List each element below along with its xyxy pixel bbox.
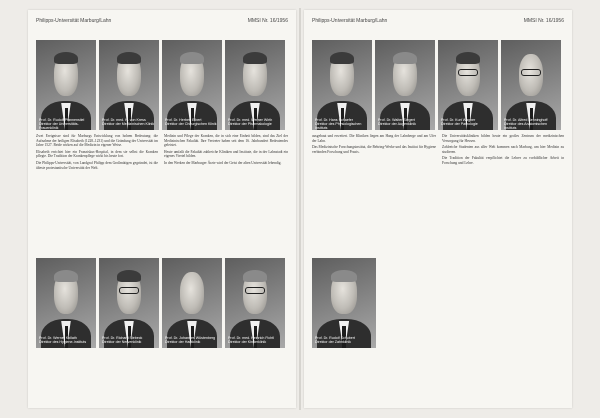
portrait-role: Direktor der Pharmakologie bbox=[228, 122, 272, 127]
right-text-column-2 bbox=[442, 134, 564, 382]
paragraph: Zwei Ereignisse sind für Marburgs Entwicklung von hohem Bedeutung: die Aufnahme der heiligen Elisabeth (1228–1231) und die Gründung der Universität im Jahre 1527. Beide wirken auf die Medizin in eigener Weise. bbox=[36, 134, 158, 148]
portrait-left-bottom-3 bbox=[162, 258, 222, 348]
portrait-name: Prof. Dr. med. Werner Wirth bbox=[228, 118, 273, 122]
portrait-right-top-3 bbox=[438, 40, 498, 130]
portrait-caption bbox=[99, 335, 159, 348]
portrait-role: Direktor der Universitäts-Frauenklinik bbox=[39, 122, 79, 130]
portrait-right-top-4 bbox=[501, 40, 561, 130]
portrait-name: Prof. Dr. Johannes Wüstenberg bbox=[165, 336, 216, 340]
portrait-role: Direktor der Hautklinik bbox=[165, 340, 201, 345]
portrait-caption bbox=[375, 117, 435, 130]
portrait-name: Prof. Dr. Werner Kollath bbox=[39, 336, 77, 340]
portrait-name: Prof. Dr. Walter Siegert bbox=[378, 118, 415, 122]
left-header bbox=[36, 18, 288, 26]
portrait-caption bbox=[36, 335, 96, 348]
portrait-name: Prof. Dr. Rudolf Pfannenstiel bbox=[39, 118, 85, 122]
right-header-title: Philipps-Universität Marburg/Lahn bbox=[312, 18, 388, 24]
portrait-caption bbox=[312, 117, 372, 130]
portrait-role: Direktor des Anatomischen Instituts bbox=[504, 122, 547, 130]
portrait-role: Direktor der Augenklinik bbox=[378, 122, 416, 127]
portrait-name: Prof. Dr. Rudolf Schubert bbox=[315, 336, 355, 340]
portrait-left-bottom-4 bbox=[225, 258, 285, 348]
portrait-caption bbox=[312, 335, 376, 348]
paragraph: Heute umfaßt die Fakultät zahlreiche Kliniken und Institute, die in der Lahnstadt ein eigenes Viertel bilden. bbox=[164, 149, 288, 159]
portrait-caption bbox=[225, 335, 285, 348]
paragraph: ausgebaut und erweitert. Die Kliniken liegen am Hang der Lahnberge und am Ufer der Lahn. bbox=[312, 134, 436, 143]
portrait-role: Direktor der Zahnklinik bbox=[315, 340, 351, 345]
portrait-role: Direktor der Medizinischen Klinik bbox=[102, 122, 155, 127]
portrait-role: Direktor der Nervenklinik bbox=[102, 340, 142, 345]
paragraph: Die Universitätskliniken bilden heute ein großes Zentrum der medizinischen Versorgung für Hessen. bbox=[442, 134, 564, 143]
portrait-right-bottom bbox=[312, 258, 376, 348]
portrait-name: Prof. Dr. Kurt Wagner bbox=[441, 118, 476, 122]
portrait-right-top-2 bbox=[375, 40, 435, 130]
left-text-column-1 bbox=[36, 134, 158, 254]
portrait-role: Direktor der Kinderklinik bbox=[228, 340, 267, 345]
portrait-left-top-3 bbox=[162, 40, 222, 130]
paragraph: Die Philipps-Universität, von Landgraf Philipp dem Großmütigen gegründet, ist die älteste protestantische Universität der Welt. bbox=[36, 160, 158, 170]
portrait-name: Prof. Dr. Hans Schaefer bbox=[315, 118, 353, 122]
portrait-caption bbox=[438, 117, 498, 130]
portrait-left-top-4 bbox=[225, 40, 285, 130]
portrait-caption bbox=[36, 117, 96, 130]
portrait-name: Prof. Dr. Richard Siebeck bbox=[102, 336, 143, 340]
portrait-name: Prof. Dr. Herbert Elbert bbox=[165, 118, 202, 122]
right-text-column-1 bbox=[312, 134, 436, 254]
paragraph: Zahlreiche Studenten aus aller Welt kommen nach Marburg, um hier Medizin zu studieren. bbox=[442, 145, 564, 154]
portrait-name: Prof. Dr. med. H. von Kress bbox=[102, 118, 146, 122]
portrait-role: Direktor des Physiologischen Instituts bbox=[315, 122, 362, 130]
portrait-role: Direktor der Chirurgischen Klinik bbox=[165, 122, 217, 127]
paragraph: Medizin und Pflege der Kranken, die in sich eine Einheit bilden, sind das Ziel der Medizinischen Fakultät. Ihre Vertreter haben seit dem 16. Jahrhundert Bedeutendes geleistet. bbox=[164, 134, 288, 148]
left-header-title: Philipps-Universität Marburg/Lahn bbox=[36, 18, 112, 24]
portrait-caption bbox=[99, 117, 159, 130]
portrait-right-top-1 bbox=[312, 40, 372, 130]
portrait-caption bbox=[501, 117, 561, 130]
portrait-left-top-2 bbox=[99, 40, 159, 130]
portrait-caption bbox=[162, 335, 222, 348]
right-header-issue: MMSI Nr. 16/1956 bbox=[523, 18, 564, 24]
right-header bbox=[312, 18, 564, 26]
paragraph: Elisabeth errichtet hier ein Franziskus-Hospital, in dem sie selbst die Kranken pflegte. Die Tradition der Krankenpflege wirkt bis heute fort. bbox=[36, 149, 158, 159]
portrait-name: Prof. Dr. med. Heinrich Fichtl bbox=[228, 336, 274, 340]
paragraph: In den Werken der Marburger Ärzte wird der Geist der alten Universität lebendig. bbox=[164, 160, 282, 165]
paragraph: Das Medizinische Forschungsinstitut, die Behring-Werke und das Institut für Hygiene verbinden Forschung und Praxis. bbox=[312, 145, 436, 154]
portrait-left-bottom-2 bbox=[99, 258, 159, 348]
portrait-left-top-1 bbox=[36, 40, 96, 130]
portrait-role: Direktor des Hygiene-Instituts bbox=[39, 340, 87, 345]
left-text-column-2 bbox=[164, 134, 288, 254]
portrait-caption bbox=[162, 117, 222, 130]
portrait-role: Direktor der Pathologie bbox=[441, 122, 478, 127]
portrait-name: Prof. Dr. Alfred Benninghoff bbox=[504, 118, 548, 122]
portrait-left-bottom-1 bbox=[36, 258, 96, 348]
page-gutter bbox=[299, 8, 301, 410]
paragraph: Die Tradition der Fakultät verpflichtet die Lehrer zu vorbildlicher Arbeit in Forschung und Lehre. bbox=[442, 156, 564, 165]
left-header-issue: MMSI Nr. 16/1956 bbox=[247, 18, 288, 24]
portrait-caption bbox=[225, 117, 285, 130]
